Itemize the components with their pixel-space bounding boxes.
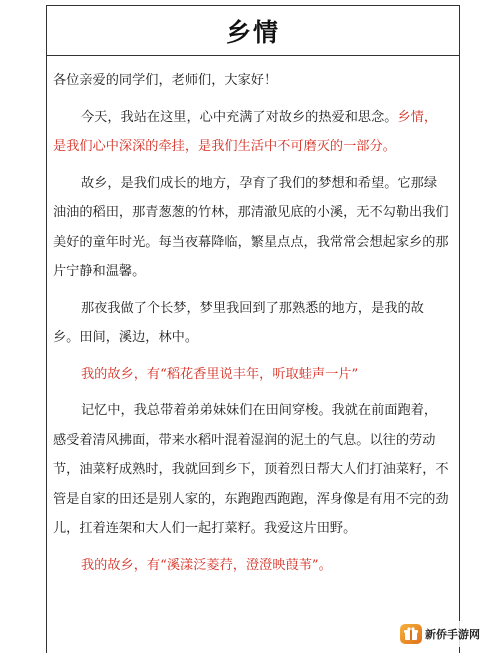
watermark-logo — [390, 621, 490, 647]
document-sheet — [46, 5, 460, 653]
gift-box-icon — [400, 624, 422, 644]
paragraph-4-highlight: 我的故乡，有“稻花香里说丰年，听取蛙声一片” — [81, 366, 359, 382]
title-bar — [47, 6, 459, 56]
document-title: 乡情 — [225, 17, 280, 47]
greeting-paragraph: 各位亲爱的同学们，老师们，大家好！ — [53, 73, 278, 88]
paragraph-1-highlight: 乡情，是我们心中深深的牵挂，是我们生活中不可磨灭的一部分。 — [53, 109, 438, 154]
paragraph-1-text: 今天，我站在这里，心中充满了对故乡的热爱和思念。 — [81, 109, 398, 125]
paragraph-5: 记忆中，我总带着弟弟妹妹们在田间穿梭。我就在前面跑着，感受着清风拂面，带来水稻叶混着湿润的泥土的气息。以往的劳动节，油菜籽成熟时，我就回到乡下，顶着烈日帮大人们打油菜籽，不管是自家的田还是别人家的，东跑跑西跑跑，浑身像是有用不完的劲儿，扛着连架和大人们一起打菜籽。我爱这片田野。 — [53, 403, 449, 536]
paragraph-3: 那夜我做了个长梦，梦里我回到了那熟悉的地方，是我的故乡。田间，溪边，林中。 — [53, 300, 424, 345]
paragraph-6-highlight: 我的故乡，有“溪漾泛菱荇，澄澄映葭苇”。 — [81, 557, 332, 573]
document-body — [47, 56, 459, 580]
watermark-text: 新侨手游网 — [425, 628, 480, 641]
paragraph-2: 故乡，是我们成长的地方，孕育了我们的梦想和希望。它那绿油油的稻田，那青葱葱的竹林，那清澈见底的小溪，无不勾勒出我们美好的童年时光。每当夜幕降临，繁星点点，我常常会想起家乡的那片宁静和温馨。 — [53, 175, 449, 279]
paragraph-1 — [53, 103, 449, 162]
